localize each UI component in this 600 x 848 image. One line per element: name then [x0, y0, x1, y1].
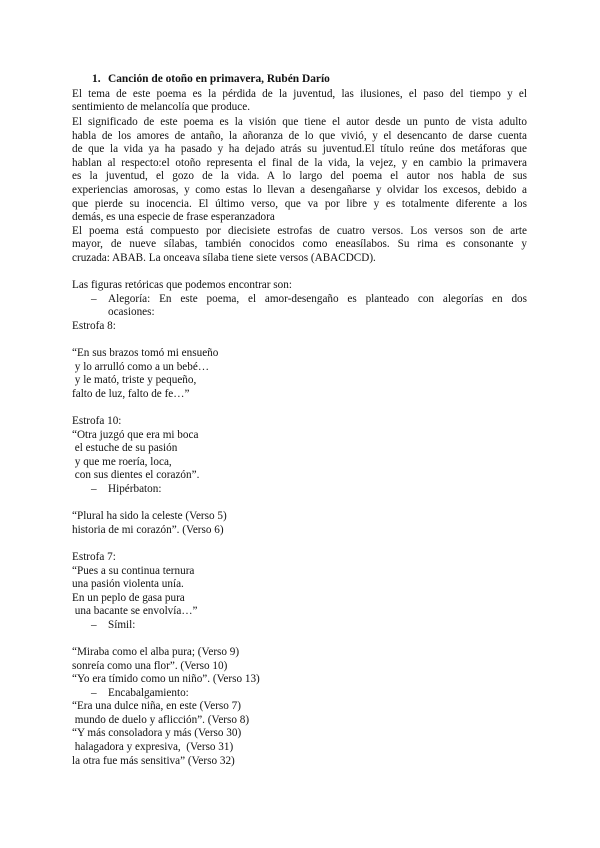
alegoria-line1: Alegoría: En este poema, el amor-desengaño es planteado con alegorías en dos — [108, 293, 527, 305]
bullet-dash: – — [91, 293, 97, 305]
verse-line: y que me roería, loca, — [72, 456, 172, 468]
verse-line: “Y más consoladora y más (Verso 30) — [72, 727, 242, 739]
body-line: que pierde su inocencia. El último verso, que va por libre y es totalmente diferente a los — [72, 198, 527, 210]
verse-line: “Miraba como el alba pura; (Verso 9) — [72, 646, 240, 658]
body-line: demás, es una especie de frase esperanzadora — [72, 211, 275, 223]
verse-line: halagadora y expresiva, (Verso 31) — [72, 741, 234, 753]
verse-line: En un peplo de gasa pura — [72, 592, 185, 604]
body-line: mayor, de nueve sílabas, también conocidos como eneasílabos. Su rima es consonante y — [72, 238, 527, 250]
body-line: hablan al respecto:el otoño representa el final de la vida, la vejez, y en cambio la primavera — [72, 157, 527, 169]
verse-line: “Otra juzgó que era mi boca — [72, 429, 199, 441]
body-line: experiencias amorosas, y como estas lo llevan a desengañarse y olvidar los excesos, debido a — [72, 184, 527, 196]
figures-intro: Las figuras retóricas que podemos encontrar son: — [72, 279, 292, 291]
heading-title: Canción de otoño en primavera, Rubén Darío — [108, 73, 330, 85]
heading-number: 1. — [92, 73, 101, 85]
body-line: El poema está compuesto por diecisiete estrofas de cuatro versos. Los versos son de arte — [72, 225, 527, 237]
body-line: El tema de este poema es la pérdida de la juventud, las ilusiones, el paso del tiempo y el — [72, 88, 527, 100]
verse-line: historia de mi corazón”. (Verso 6) — [72, 524, 224, 536]
body-line: cruzada: ABAB. La onceava sílaba tiene siete versos (ABACDCD). — [72, 252, 376, 264]
verse-line: falto de luz, falto de fe…” — [72, 388, 190, 400]
verse-line: y lo arrulló como a un bebé… — [72, 361, 210, 373]
verse-line: mundo de duelo y aflicción”. (Verso 8) — [72, 714, 250, 726]
bullet-dash: – — [91, 483, 97, 495]
bullet-dash: – — [91, 619, 97, 631]
estrofa7-label: Estrofa 7: — [72, 551, 116, 563]
verse-line: el estuche de su pasión — [72, 442, 178, 454]
bullet-dash: – — [91, 687, 97, 699]
estrofa8-label: Estrofa 8: — [72, 320, 116, 332]
verse-line: “En sus brazos tomó mi ensueño — [72, 347, 219, 359]
body-line: sentimiento de melancolía que produce. — [72, 101, 251, 113]
verse-line: con sus dientes el corazón”. — [72, 469, 200, 481]
body-line: El significado de este poema es la visión que tiene el autor desde un punto de vista adulto — [72, 116, 527, 128]
hiperbaton-label: Hipérbaton: — [108, 483, 162, 495]
verse-line: “Yo era tímido como un niño”. (Verso 13) — [72, 673, 260, 685]
verse-line: “Pues a su continua ternura — [72, 565, 195, 577]
body-line: habla de los amores de antaño, la añoranza de lo que vivió, y el desencanto de darse cuenta — [72, 130, 527, 142]
verse-line: una bacante se envolvía…” — [72, 605, 198, 617]
body-line: de que la vida ya ha pasado y ha dejado atrás su juventud.El título reúne dos metáforas que — [72, 143, 527, 155]
simil-label: Símil: — [108, 619, 136, 631]
verse-line: “Plural ha sido la celeste (Verso 5) — [72, 510, 227, 522]
body-line: es la juventud, el gozo de la vida. A lo largo del poema el autor nos habla de sus — [72, 170, 527, 182]
verse-line: sonreía como una flor”. (Verso 10) — [72, 660, 228, 672]
alegoria-line2: ocasiones: — [108, 306, 155, 318]
encabalgamiento-label: Encabalgamiento: — [108, 687, 189, 699]
verse-line: “Era una dulce niña, en este (Verso 7) — [72, 700, 241, 712]
verse-line: y le mató, triste y pequeño, — [72, 374, 197, 386]
verse-line: una pasión violenta unía. — [72, 578, 184, 590]
estrofa10-label: Estrofa 10: — [72, 415, 122, 427]
verse-line: la otra fue más sensitiva” (Verso 32) — [72, 755, 235, 767]
